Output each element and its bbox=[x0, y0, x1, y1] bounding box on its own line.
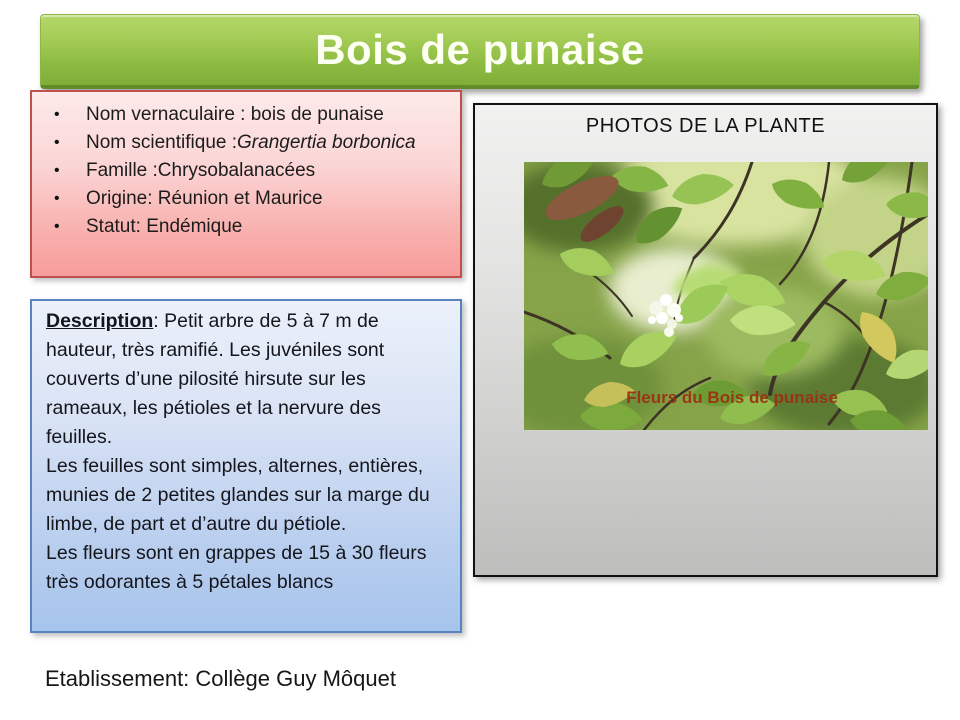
list-item bbox=[54, 185, 434, 212]
list-item bbox=[54, 129, 434, 156]
bullet-icon: • bbox=[54, 106, 60, 123]
description-heading: Description bbox=[46, 310, 154, 332]
info-item-text: Famille :Chrysobalanacées bbox=[86, 160, 316, 181]
bullet-icon: • bbox=[54, 218, 60, 235]
plant-photo bbox=[524, 162, 928, 430]
photo-panel bbox=[473, 103, 938, 577]
plant-info-box bbox=[30, 90, 462, 278]
info-item-text: Origine: Réunion et Maurice bbox=[86, 188, 323, 209]
page-title: Bois de punaise bbox=[315, 26, 645, 73]
description-paragraph: Description: Petit arbre de 5 à 7 m de hauteur, très ramifié. Les juvéniles sont couverts d’une pilosité hirsute sur les rameaux, les pétioles et la nervure des feuilles. bbox=[46, 310, 385, 448]
description-box bbox=[30, 299, 462, 633]
footer-text: Etablissement: Collège Guy Môquet bbox=[45, 666, 396, 691]
info-item-text: Nom vernaculaire : bois de punaise bbox=[86, 104, 384, 125]
plant-info-list bbox=[54, 101, 434, 240]
photo-panel-title: PHOTOS DE LA PLANTE bbox=[585, 115, 826, 137]
info-item-text: Nom scientifique :Grangertia borbonica bbox=[86, 132, 416, 153]
bullet-icon: • bbox=[54, 162, 60, 179]
description-paragraph: Les feuilles sont simples, alternes, entières, munies de 2 petites glandes sur la marge du limbe, de part et d’autre du pétiole. bbox=[46, 455, 430, 535]
list-item bbox=[54, 213, 434, 240]
title-banner bbox=[40, 14, 920, 89]
photo-caption: Fleurs du Bois de punaise bbox=[626, 388, 838, 407]
list-item bbox=[54, 157, 434, 184]
bullet-icon: • bbox=[54, 134, 60, 151]
list-item bbox=[54, 101, 434, 128]
bullet-icon: • bbox=[54, 190, 60, 207]
info-item-text: Statut: Endémique bbox=[86, 216, 243, 237]
description-paragraph: Les fleurs sont en grappes de 15 à 30 fleurs très odorantes à 5 pétales blancs bbox=[46, 542, 427, 593]
